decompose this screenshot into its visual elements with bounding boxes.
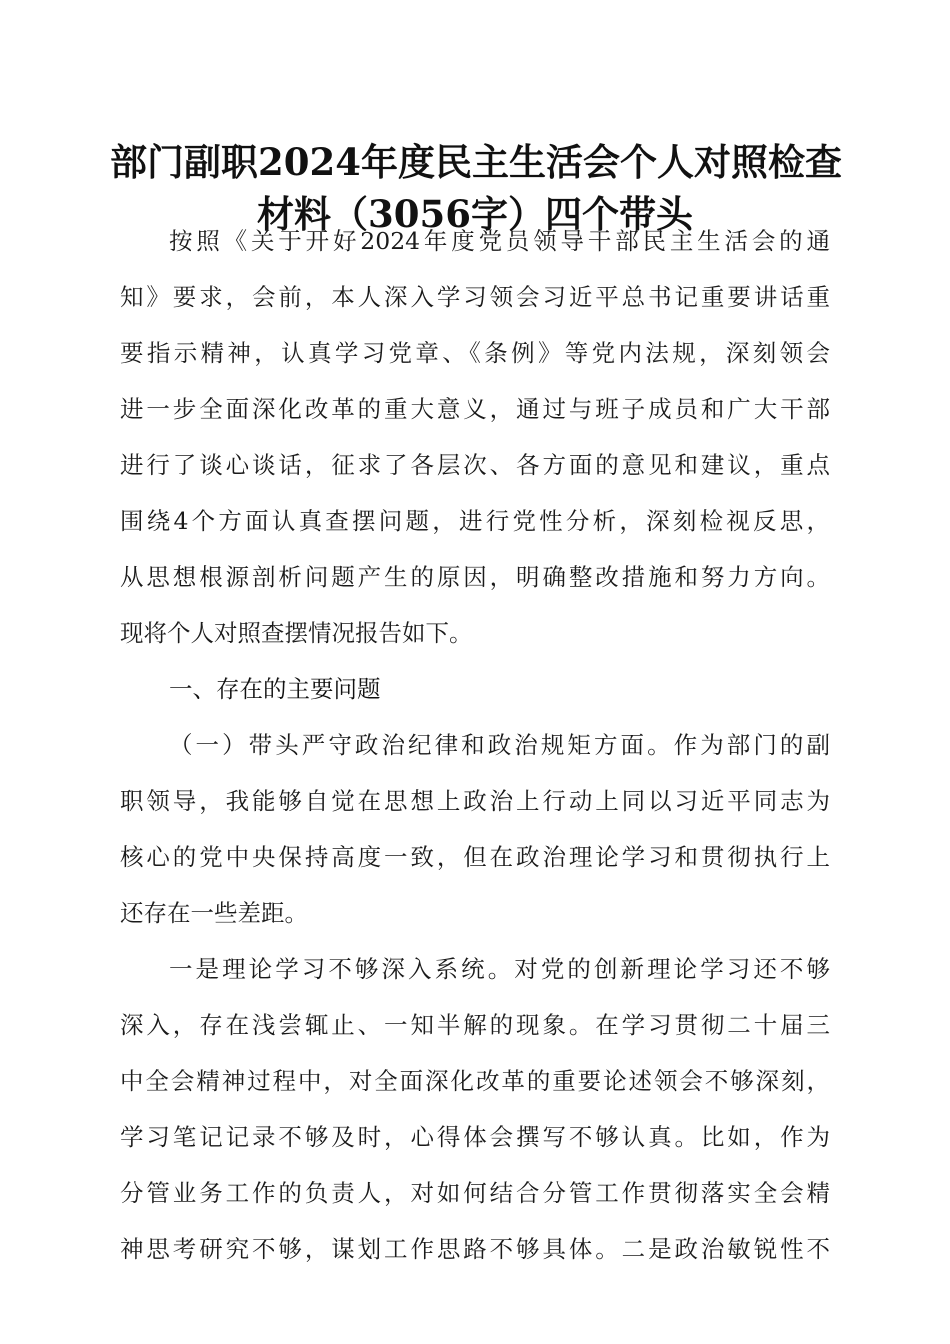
section-heading: 一、存在的主要问题 — [169, 675, 381, 703]
paragraph-line: 一是理论学习不够深入系统。对党的创新理论学习还不够 — [169, 955, 830, 983]
document-title-line-1: 部门副职2024年度民主生活会个人对照检查 — [110, 140, 842, 184]
paragraph-line: 进一步全面深化改革的重大意义，通过与班子成员和广大干部 — [120, 395, 830, 423]
paragraph-line: 进行了谈心谈话，征求了各层次、各方面的意见和建议，重点 — [120, 451, 830, 479]
paragraph-line: 核心的党中央保持高度一致，但在政治理论学习和贯彻执行上 — [120, 843, 830, 871]
paragraph-line: （一）带头严守政治纪律和政治规矩方面。作为部门的副 — [169, 731, 830, 759]
paragraph-line: 分管业务工作的负责人，对如何结合分管工作贯彻落实全会精 — [120, 1179, 830, 1207]
paragraph-line: 中全会精神过程中，对全面深化改革的重要论述领会不够深刻， — [120, 1067, 830, 1095]
paragraph-line: 知》要求，会前，本人深入学习领会习近平总书记重要讲话重 — [120, 283, 830, 311]
paragraph-line: 按照《关于开好2024年度党员领导干部民主生活会的通 — [169, 227, 830, 255]
paragraph-line: 要指示精神，认真学习党章、《条例》等党内法规，深刻领会 — [120, 339, 830, 367]
paragraph-line: 还存在一些差距。 — [120, 899, 308, 927]
paragraph-line: 从思想根源剖析问题产生的原因，明确整改措施和努力方向。 — [120, 563, 830, 591]
paragraph-line: 职领导，我能够自觉在思想上政治上行动上同以习近平同志为 — [120, 787, 830, 815]
paragraph-line: 围绕4个方面认真查摆问题，进行党性分析，深刻检视反思， — [120, 507, 830, 535]
paragraph-line: 深入，存在浅尝辄止、一知半解的现象。在学习贯彻二十届三 — [120, 1011, 830, 1039]
paragraph-line: 现将个人对照查摆情况报告如下。 — [120, 619, 473, 647]
paragraph-line: 学习笔记记录不够及时，心得体会撰写不够认真。比如，作为 — [120, 1123, 830, 1151]
paragraph-line: 神思考研究不够，谋划工作思路不够具体。二是政治敏锐性不 — [120, 1235, 830, 1263]
document-title-line-2: 材料（3056字）四个带头 — [257, 192, 693, 236]
